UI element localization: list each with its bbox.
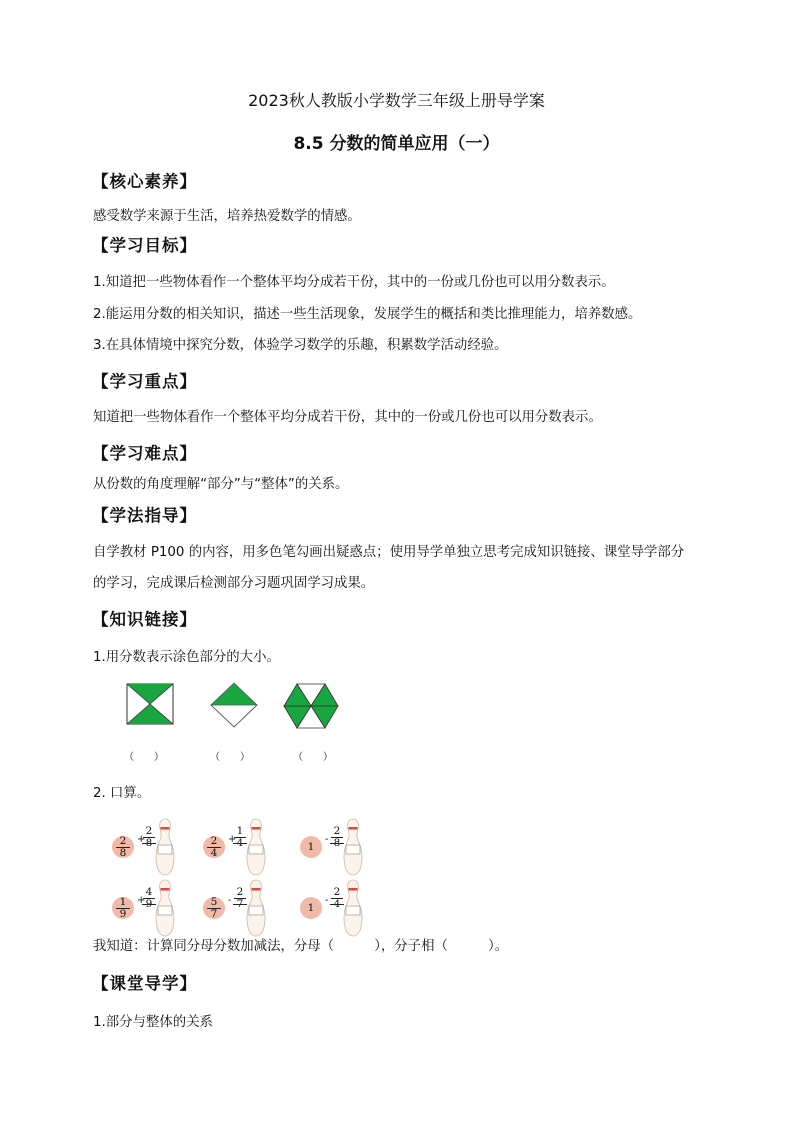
operator-sign: + [228,834,237,845]
denominator: 9 [119,908,127,920]
operator-sign: + [137,834,146,845]
goals-heading: 【学习目标】 [92,236,197,255]
denominator: 4 [236,837,244,849]
denominator: 7 [210,908,218,920]
numerator: 2 [210,835,218,847]
operand-integer: 1 [307,902,315,914]
hexagon-figure [283,683,339,729]
square-hourglass-figure [126,683,174,725]
bowling-pin-icon [245,879,267,937]
denominator: 4 [333,898,341,910]
equals-line [233,904,247,905]
numerator: 4 [145,886,153,898]
operand-integer: 1 [307,841,315,853]
goal-item-2: 2.能运用分数的相关知识，描述一些生活现象，发展学生的概括和类比推理能力，培养数感。 [93,307,642,322]
denominator: 7 [236,898,244,910]
numerator: 2 [333,825,341,837]
numerator: 1 [119,896,127,908]
bowling-pin-icon [154,818,176,876]
numerator: 2 [145,825,153,837]
difficulty-text: 从份数的角度理解“部分”与“整体”的关系。 [93,477,349,492]
links-question-2: 2. 口算。 [93,786,151,801]
method-heading: 【学法指导】 [92,506,197,525]
operand-fraction [206,897,222,920]
links-question-1: 1.用分数表示涂色部分的大小。 [93,650,280,665]
guide-question-1: 1.部分与整体的关系 [93,1015,213,1030]
equals-line [330,843,344,844]
equals-line [330,904,344,905]
operand-fraction [115,897,131,920]
bowling-pin-icon [154,879,176,937]
operator-sign: + [137,895,146,906]
bowling-pin-icon [342,818,364,876]
equals-line [233,843,247,844]
denominator: 4 [210,847,218,859]
links-summary: 我知道：计算同分母分数加减法，分母（ ），分子相（ ）。 [93,939,509,954]
denominator: 8 [119,847,127,859]
method-line-2: 的学习，完成课后检测部分习题巩固学习成果。 [93,576,375,591]
shape-answer-2[interactable]: （ ） [210,752,250,763]
equals-line [142,904,156,905]
operator-sign: - [325,895,329,906]
denominator: 8 [333,837,341,849]
operator-sign: - [325,834,329,845]
numerator: 1 [236,825,244,837]
diamond-figure [210,682,258,728]
bowling-pin-icon [342,879,364,937]
goal-item-1: 1.知道把一些物体看作一个整体平均分成若干份，其中的一份或几份也可以用分数表示。 [93,275,615,290]
denominator: 9 [145,898,153,910]
operand-fraction [115,836,131,859]
core-text: 感受数学来源于生活，培养热爱数学的情感。 [93,209,361,224]
method-line-1: 自学教材 P100 的内容，用多色笔勾画出疑惑点；使用导学单独立思考完成知识链接、课堂导学部分 [93,545,685,560]
numerator: 2 [333,886,341,898]
numerator: 5 [210,896,218,908]
bowling-pin-icon [245,818,267,876]
key-text: 知道把一些物体看作一个整体平均分成若干份，其中的一份或几份也可以用分数表示。 [93,410,602,425]
goal-item-3: 3.在具体情境中探究分数，体验学习数学的乐趣，积累数学活动经验。 [93,338,508,353]
numerator: 2 [119,835,127,847]
shape-answer-1[interactable]: （ ） [124,752,164,763]
lesson-title: 8.5 分数的简单应用（一） [293,134,500,154]
operand-fraction [206,836,222,859]
key-heading: 【学习重点】 [92,372,197,391]
operator-sign: - [228,895,232,906]
core-heading: 【核心素养】 [92,172,197,191]
equals-line [142,843,156,844]
guide-heading: 【课堂导学】 [92,974,197,993]
denominator: 8 [145,837,153,849]
links-heading: 【知识链接】 [92,610,197,629]
document-title: 2023秋人教版小学数学三年级上册导学案 [248,91,545,110]
shape-answer-3[interactable]: （ ） [293,752,333,763]
numerator: 2 [236,886,244,898]
difficulty-heading: 【学习难点】 [92,444,197,463]
